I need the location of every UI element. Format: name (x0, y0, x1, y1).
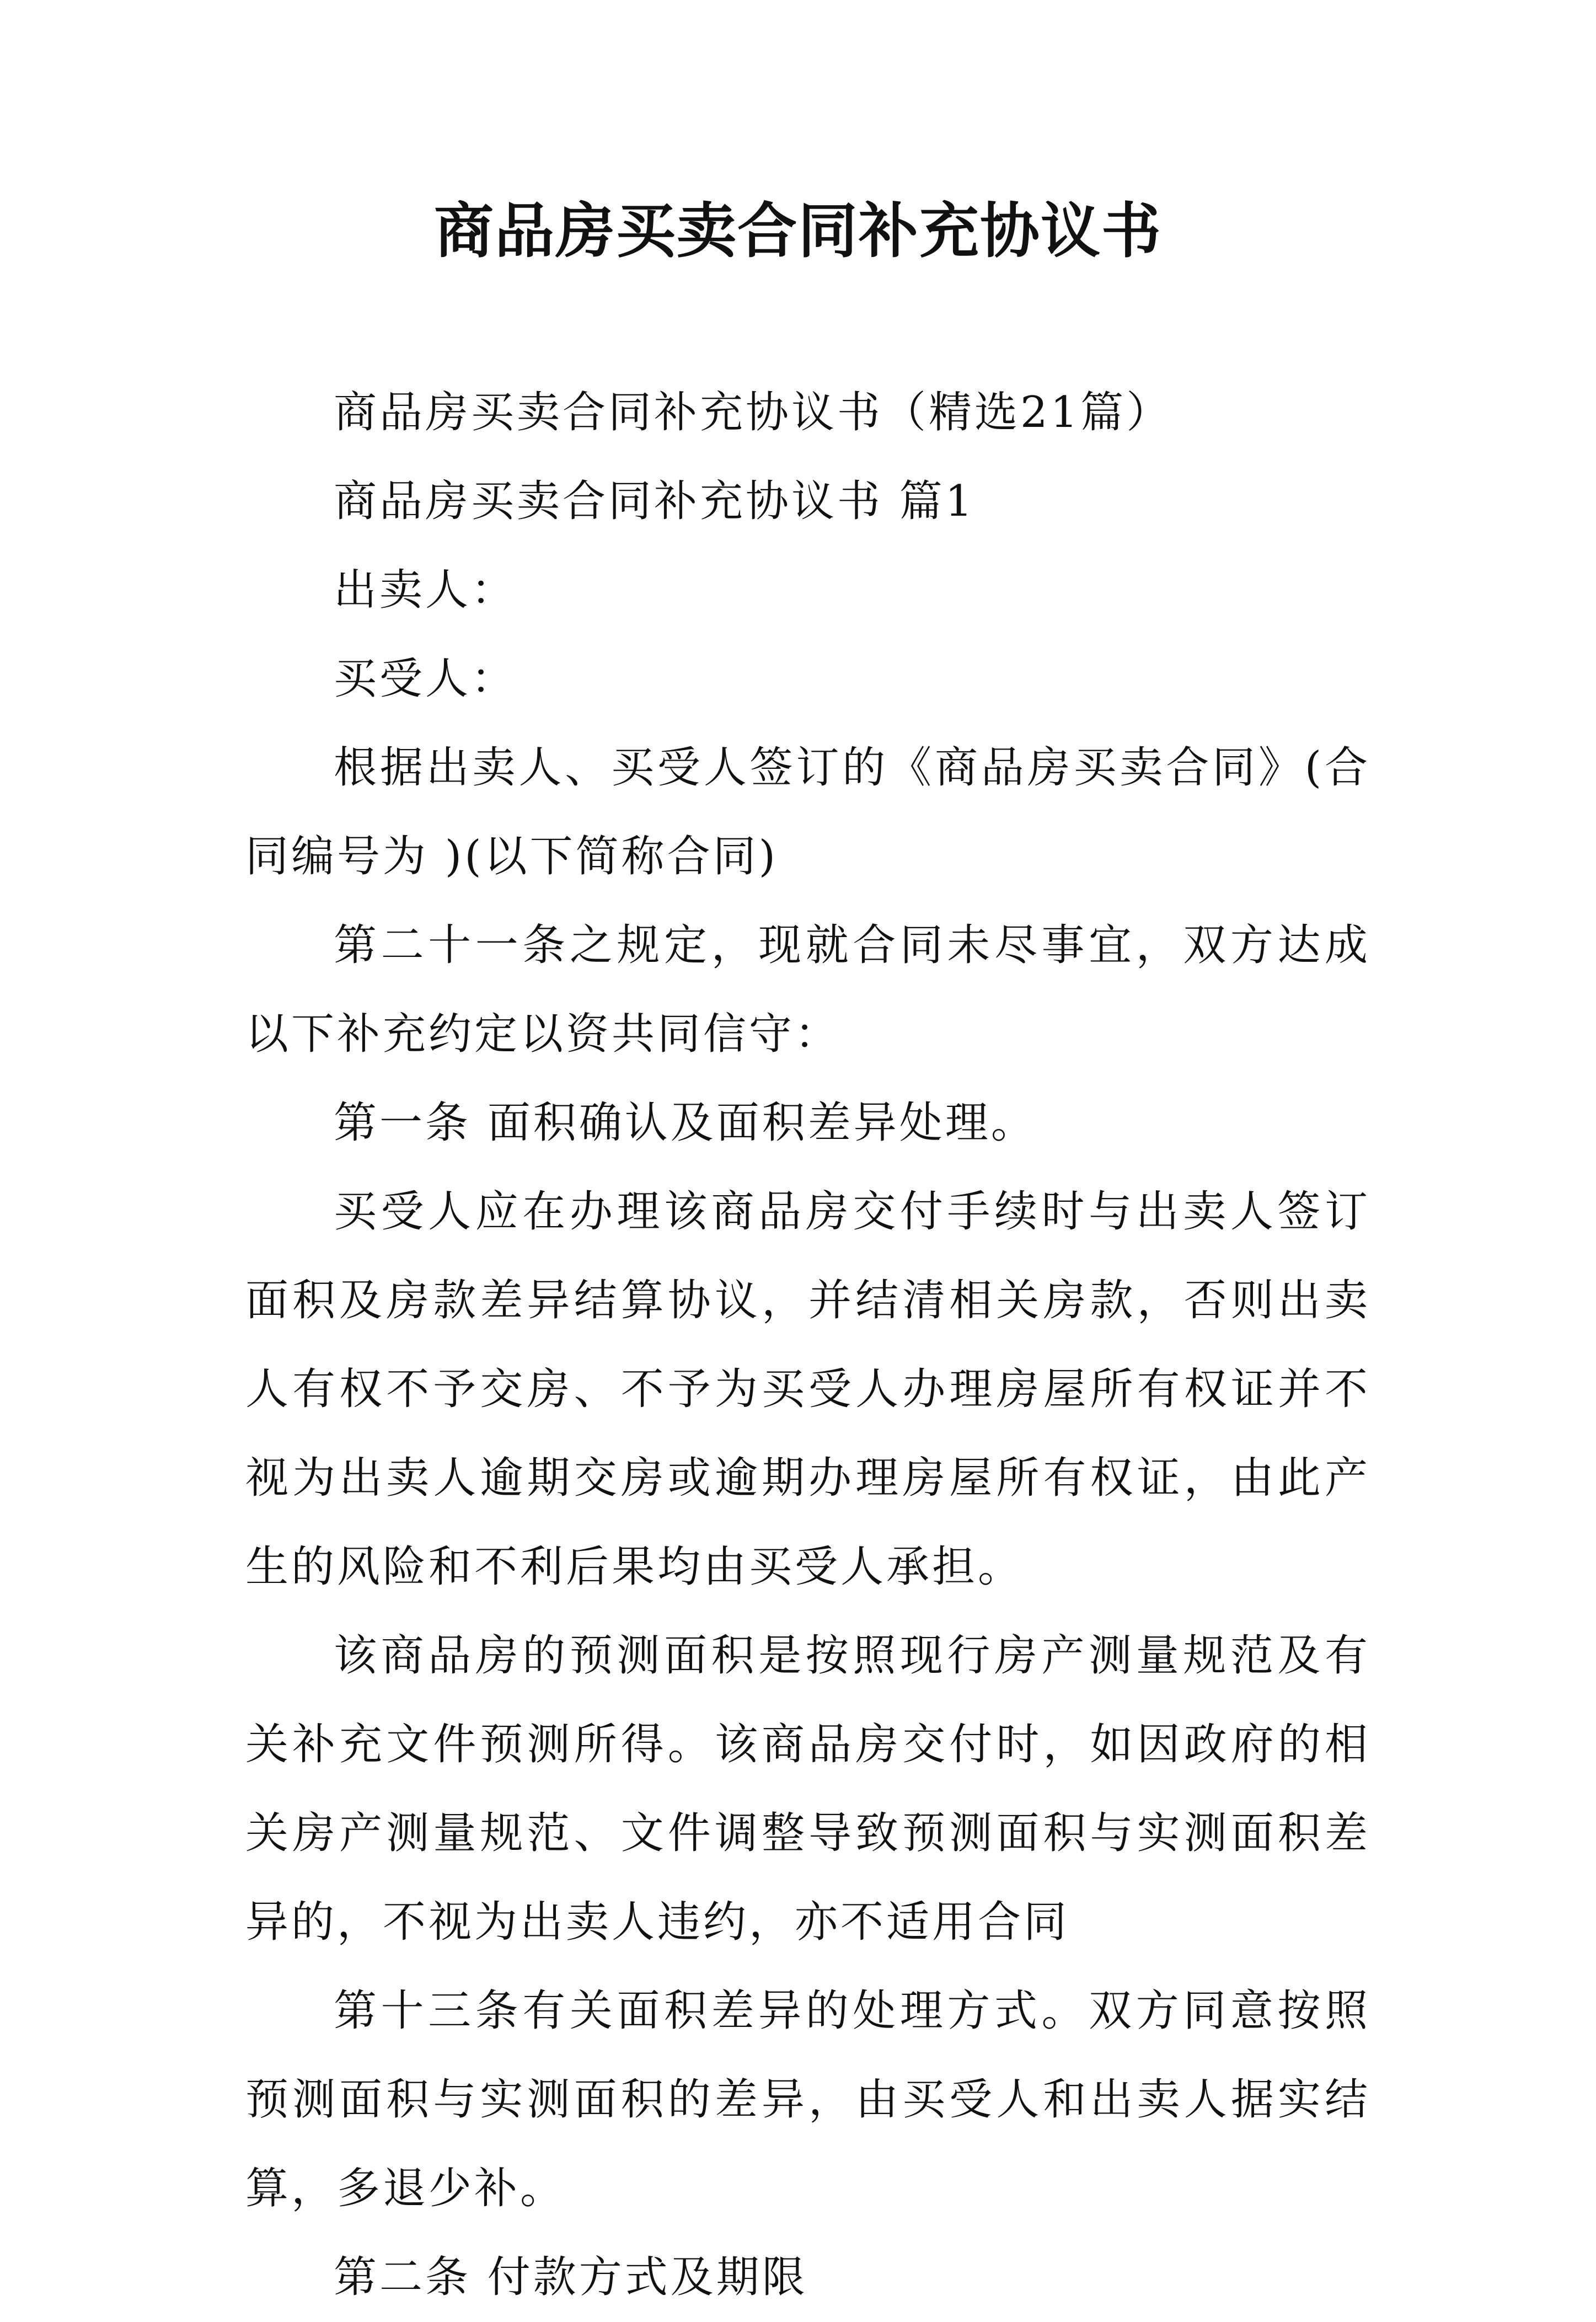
paragraph-basis: 根据出卖人、买受人签订的《商品房买卖合同》(合同编号为 )(以下简称合同) (245, 743, 1370, 881)
paragraph-article-13: 第十三条有关面积差异的处理方式。双方同意按照预测面积与实测面积的差异，由买受人和出卖人据实结算，多退少补。 (245, 1986, 1370, 2213)
paragraph-area-forecast: 该商品房的预测面积是按照现行房产测量规范及有关补充文件预测所得。该商品房交付时，如因政府的相关房产测量规范、文件调整导致预测面积与实测面积差异的，不视为出卖人违约，亦不适用合同 (245, 1631, 1370, 1947)
paragraph-section-heading: 商品房买卖合同补充协议书 篇1 (334, 477, 976, 526)
paragraph-seller: 出卖人： (334, 565, 517, 615)
paragraph-area-settlement: 买受人应在办理该商品房交付手续时与出卖人签订面积及房款差异结算协议，并结清相关房款，否则出卖人有权不予交房、不予为买受人办理房屋所有权证并不视为出卖人逾期交房或逾期办理房屋所有权证，由此产生的风险和不利后果均由买受人承担。 (245, 1187, 1370, 1592)
paragraph-article-2-heading: 第二条 付款方式及期限 (334, 2253, 808, 2302)
paragraph-buyer: 买受人： (334, 654, 517, 704)
document-body (245, 368, 1370, 2322)
paragraph-article-1-heading: 第一条 面积确认及面积差异处理。 (334, 1098, 1037, 1148)
paragraph-subtitle: 商品房买卖合同补充协议书（精选21篇） (334, 388, 1172, 437)
paragraph-article-21: 第二十一条之规定，现就合同未尽事宜，双方达成以下补充约定以资共同信守： (245, 921, 1370, 1059)
document-title: 商品房买卖合同补充协议书 (433, 197, 1162, 266)
